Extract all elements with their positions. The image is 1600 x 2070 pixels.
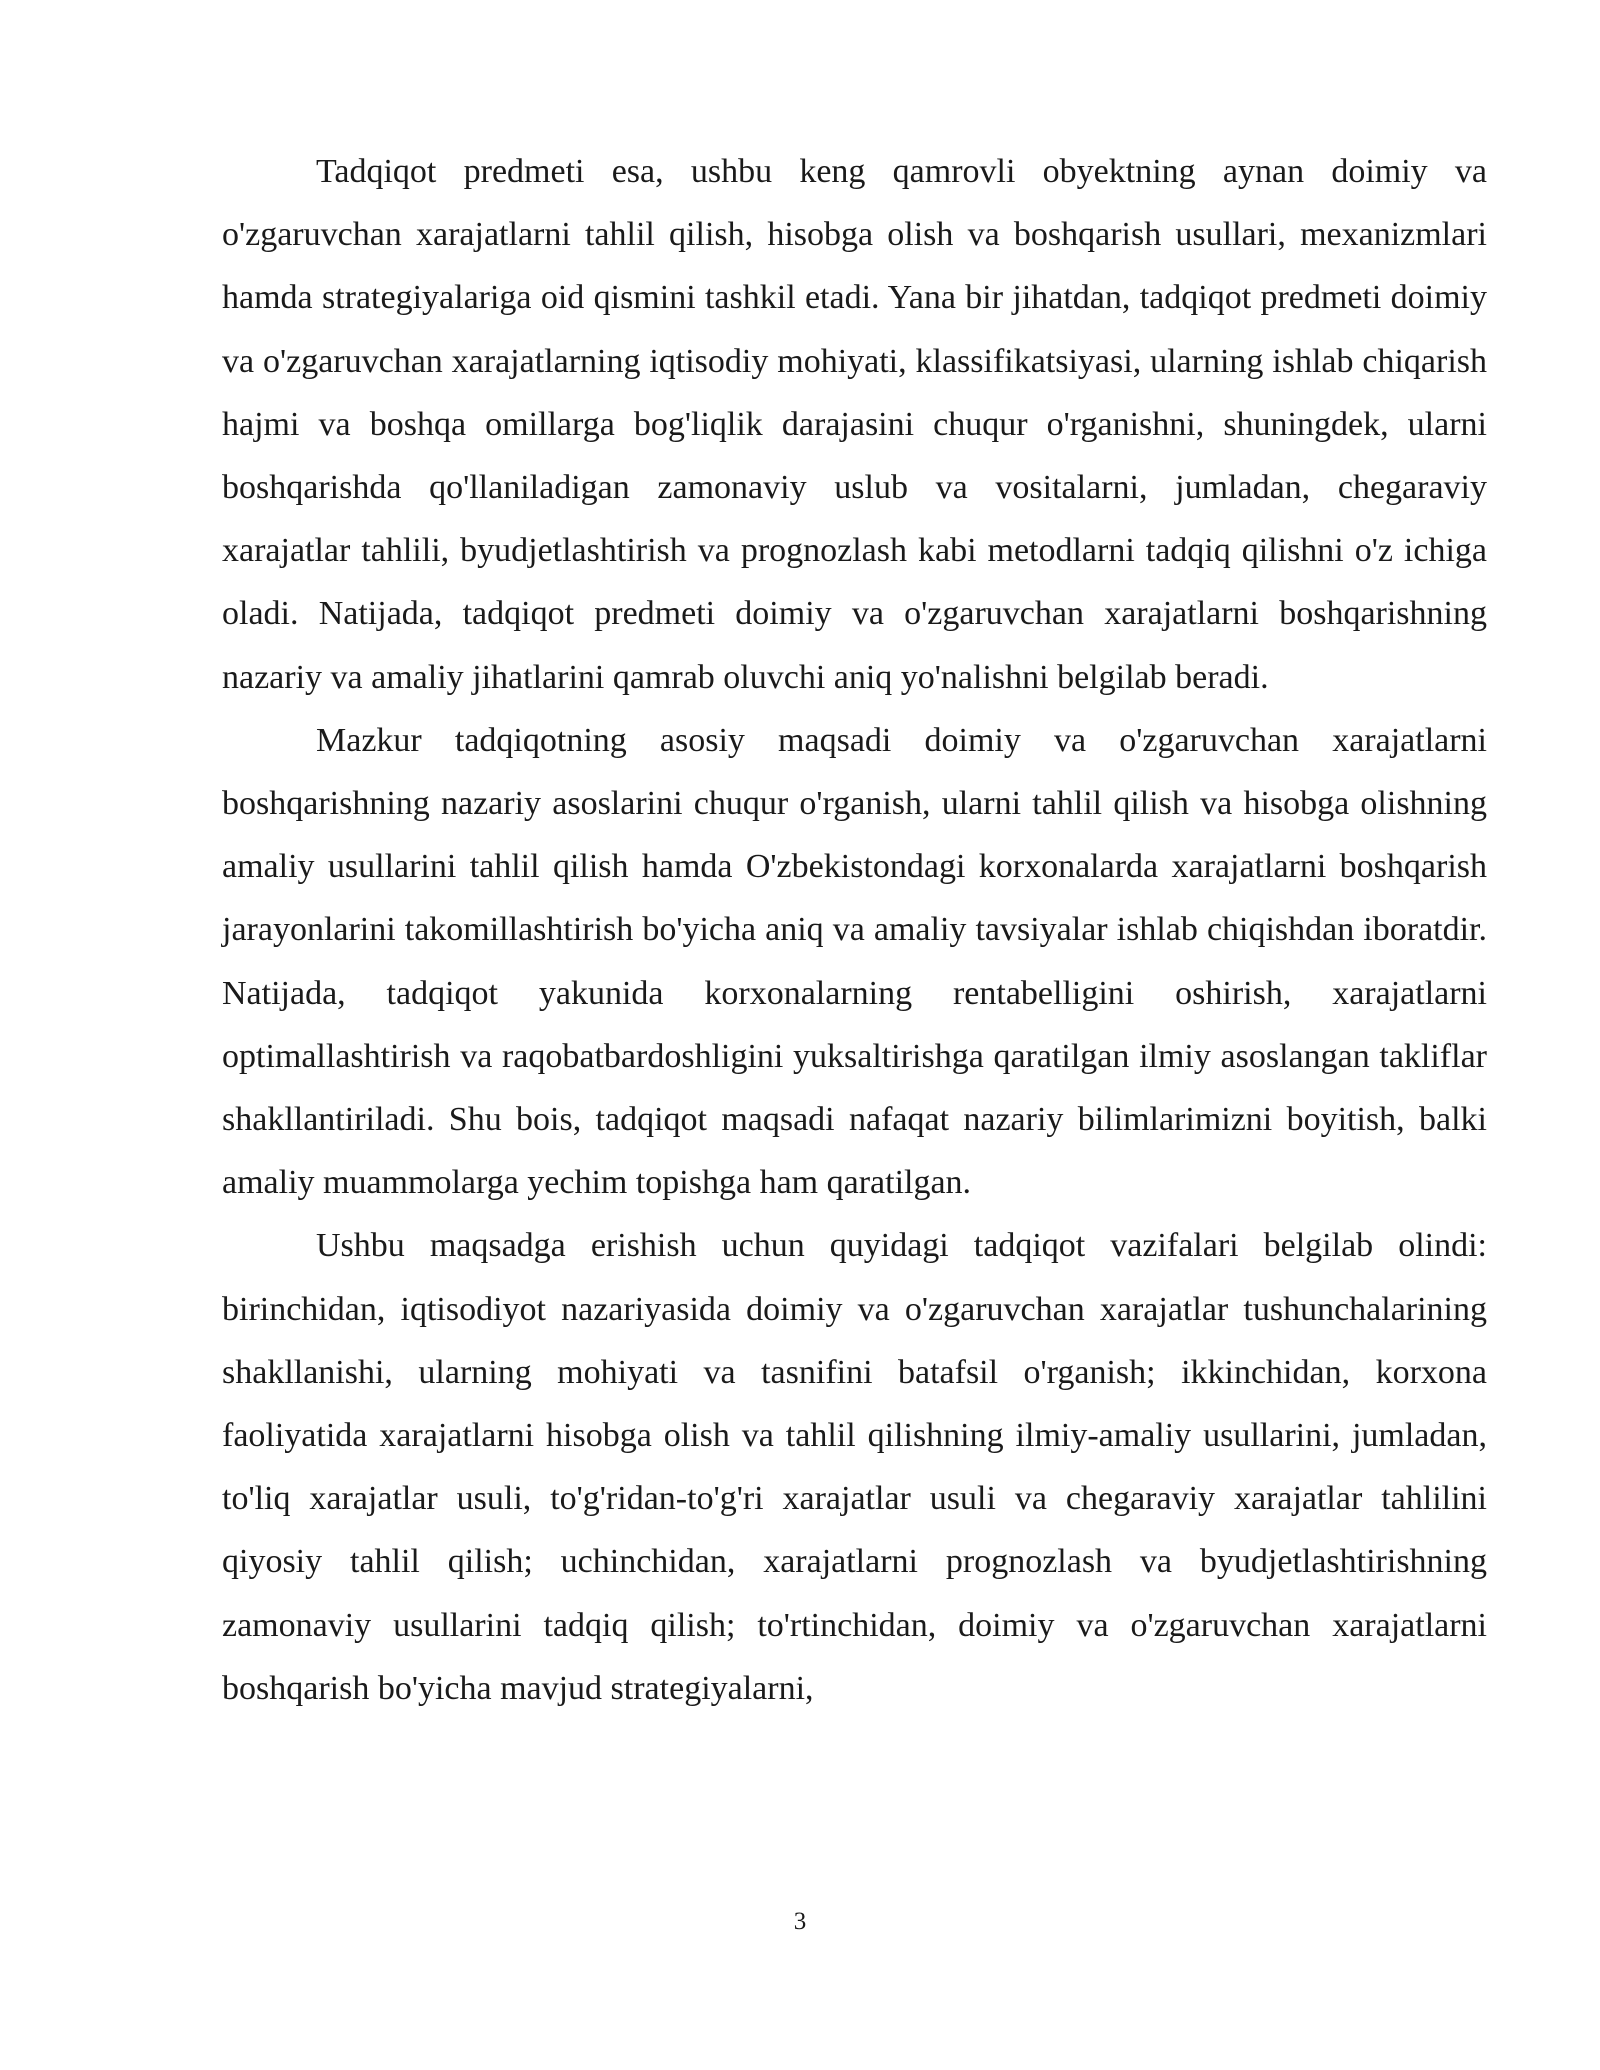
paragraph-research-tasks: Ushbu maqsadga erishish uchun quyidagi tadqiqot vazifalari belgilab olindi: birinchidan, iqtisodiyot nazariyasida doimiy va o'zgaruvchan xarajatlar tushunchalarining shakllanishi, ularning mohiyati va tasnifini batafsil o'rganish; ikkinchidan, korxona faoliyatida xarajatlarni hisobga olish va tahlil qilishning ilmiy-amaliy usullarini, jumladan, to'liq xarajatlar usuli, to'g'ridan-to'g'ri xarajatlar usuli va chegaraviy xarajatlar tahlilini qiyosiy tahlil qilish; uchinchidan, xarajatlarni prognozlash va byudjetlashtirishning zamonaviy usullarini tadqiq qilish; to'rtinchidan, doimiy va o'zgaruvchan xarajatlarni boshqarish bo'yicha mavjud strategiyalarni, bbox=[222, 1227, 1487, 1707]
paragraph-research-goal: Mazkur tadqiqotning asosiy maqsadi doimiy va o'zgaruvchan xarajatlarni boshqarishning nazariy asoslarini chuqur o'rganish, ularni tahlil qilish va hisobga olishning amaliy usullarini tahlil qilish hamda O'zbekistondagi korxonalarda xarajatlarni boshqarish jarayonlarini takomillashtirish bo'yicha aniq va amaliy tavsiyalar ishlab chiqishdan iboratdir. Natijada, tadqiqot yakunida korxonalarning rentabelligini oshirish, xarajatlarni optimallashtirish va raqobatbardoshligini yuksaltirishga qaratilgan ilmiy asoslangan takliflar shakllantiriladi. Shu bois, tadqiqot maqsadi nafaqat nazariy bilimlarimizni boyitish, balki amaliy muammolarga yechim topishga ham qaratilgan. bbox=[222, 721, 1487, 1202]
body-text bbox=[222, 140, 1487, 1720]
paragraph-research-subject: Tadqiqot predmeti esa, ushbu keng qamrovli obyektning aynan doimiy va o'zgaruvchan xarajatlarni tahlil qilish, hisobga olish va boshqarish usullari, mexanizmlari hamda strategiyalariga oid qismini tashkil etadi. Yana bir jihatdan, tadqiqot predmeti doimiy va o'zgaruvchan xarajatlarning iqtisodiy mohiyati, klassifikatsiyasi, ularning ishlab chiqarish hajmi va boshqa omillarga bog'liqlik darajasini chuqur o'rganishni, shuningdek, ularni boshqarishda qo'llaniladigan zamonaviy uslub va vositalarni, jumladan, chegaraviy xarajatlar tahlili, byudjetlashtirish va prognozlash kabi metodlarni tadqiq qilishni o'z ichiga oladi. Natijada, tadqiqot predmeti doimiy va o'zgaruvchan xarajatlarni boshqarishning nazariy va amaliy jihatlarini qamrab oluvchi aniq yo'nalishni belgilab beradi. bbox=[222, 153, 1487, 696]
page-number: 3 bbox=[793, 1908, 807, 1935]
